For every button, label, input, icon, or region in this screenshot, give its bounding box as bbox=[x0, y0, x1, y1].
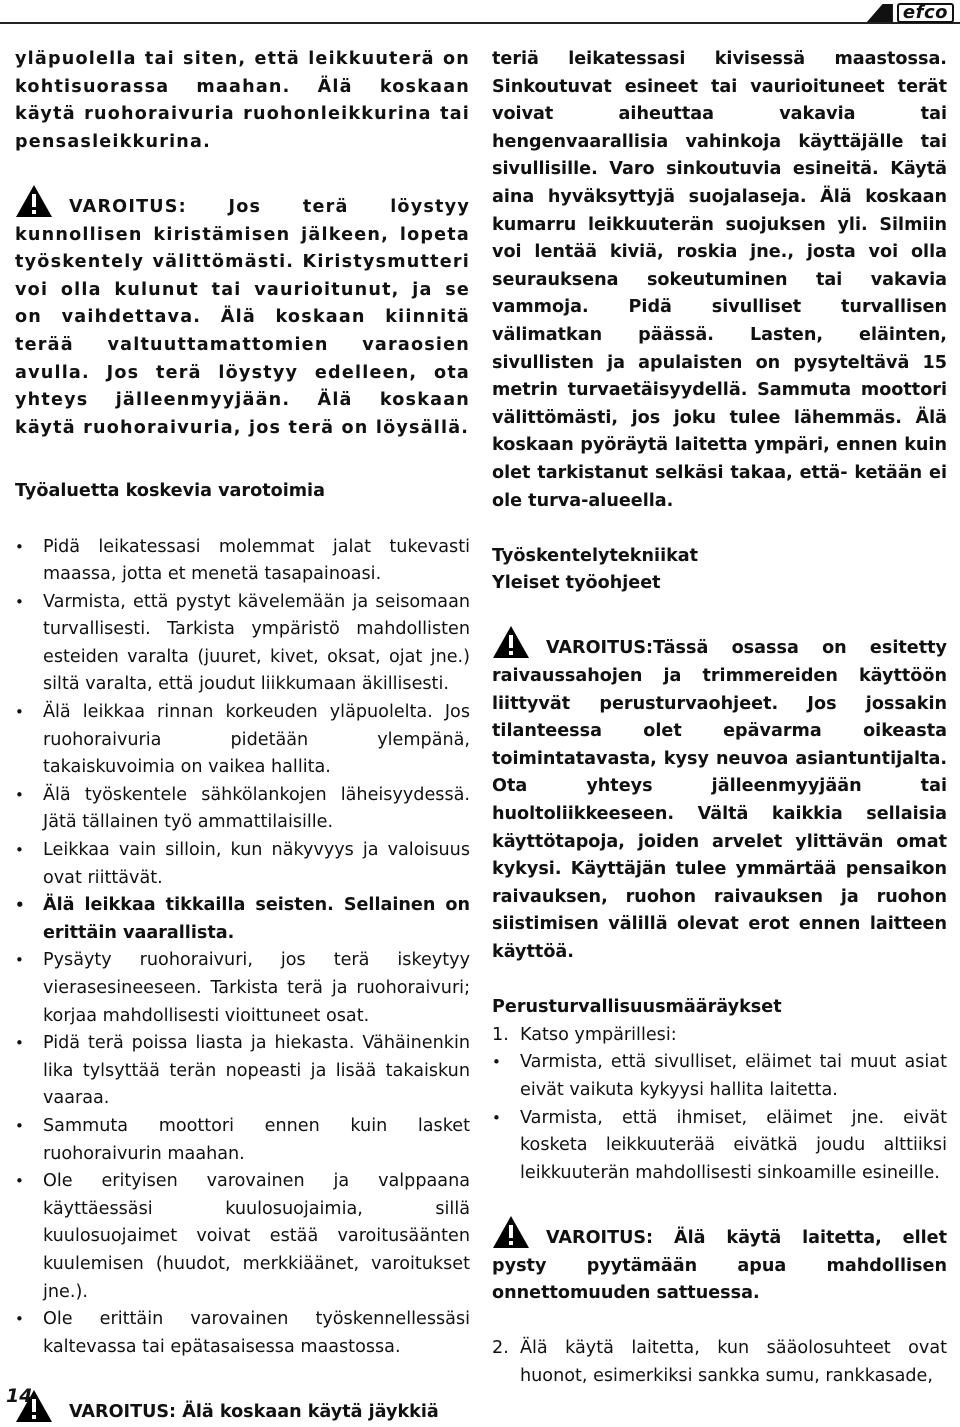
list-item: • Älä leikkaa tikkailla seisten. Sellainen on erittäin vaarallista. bbox=[15, 892, 470, 947]
list-item: • Pidä terä poissa liasta ja hiekasta. Vähäinenkin lika tylsyttää terän nopeasti ja lisää takaiskun vaaraa. bbox=[15, 1030, 470, 1113]
warning-rigid-blades bbox=[15, 1389, 470, 1427]
heading-general-instructions: Yleiset työohjeet bbox=[492, 573, 661, 594]
warning-triangle-icon bbox=[15, 184, 53, 218]
list-item: • Varmista, että pystyt kävelemään ja seisomaan turvallisesti. Tarkista ympäristö mahdollisten esteiden varalta (juuret, kivet, oksat, ojat jne.) siltä varalta, että joudut liikkumaan äkillisesti. bbox=[15, 589, 470, 699]
warning-loose-blade-text: VAROITUS: Jos terä löystyy kunnollisen kiristämisen jälkeen, lopeta työskentely välittömästi. Kiristysmutteri voi olla kulunut tai vaurioitunut, ja se on vaihdettava. Älä koskaan kiinnitä terää valtuuttamattomien varaosien avulla. Jos terä löystyy edelleen, ota yhteys jälleenmyyjään. Älä koskaan käytä ruohoraivuria, jos terä on löysällä. bbox=[15, 196, 470, 438]
warning-help-available-text: VAROITUS: Älä käytä laitetta, ellet pysty pyytämään apua mahdollisen onnettomuuden sattuessa. bbox=[492, 1227, 947, 1304]
brand-name: efco bbox=[897, 3, 954, 23]
item-text: Älä käytä laitetta, kun sääolosuhteet ovat huonot, esimerkiksi sankka sumu, rankkasade, bbox=[520, 1338, 947, 1386]
list-item: • Ole erityisen varovainen ja valppaana käyttäessäsi kuulosuojaimia, sillä kuulosuojaimet voivat estää varoitusäänten kuulemisen (huudot, merkkiäänet, varoitukset jne.). bbox=[15, 1168, 470, 1306]
right-intro: teriä leikatessasi kivisessä maastossa. Sinkoutuvat esineet tai vaurioituneet terät voivat aiheuttaa vakavia tai hengenvaarallisia vahinkoja käyttäjälle tai sivullisille. Varo sinkoutuvia esineitä. Käytä aina hyväksyttyjä suojalaseja. Älä koskaan kumarru leikkuuterän suojuksen yli. Silmiin voi lentää kiviä, roskia jne., josta voi olla seurauksena sokeutuminen tai vakavia vammoja. Pidä sivulliset turvallisen välimatkan päässä. Lasten, eläinten, sivullisten ja apulaisten on pysyteltävä 15 metrin turvaetäisyydellä. Sammuta moottori välittömästi, jos joku tulee lähemmäs. Älä koskaan pyöräytä laitetta ympäri, ennen kuin olet tarkistanut selkäsi takaa, että- ketään ei ole turva-alueella. bbox=[492, 49, 947, 511]
heading-work-techniques: Työskentelytekniikat bbox=[492, 545, 699, 566]
item-number: 2. bbox=[492, 1338, 509, 1359]
work-area-bullet-list bbox=[15, 534, 470, 1362]
item-number: 1. bbox=[492, 1024, 509, 1045]
list-item: • Pidä leikatessasi molemmat jalat tukevasti maassa, jotta et menetä tasapainoasi. bbox=[15, 534, 470, 589]
list-item: • Älä leikkaa rinnan korkeuden yläpuolelta. Jos ruohoraivuria pidetään ylempänä, takaiskuvoimia on vaikea hallita. bbox=[15, 699, 470, 782]
item-text: Katso ympärillesi: bbox=[520, 1024, 677, 1045]
numbered-item-2 bbox=[492, 1335, 947, 1390]
warning-triangle-icon bbox=[492, 1215, 530, 1249]
look-around-bullet-list bbox=[492, 1049, 947, 1187]
list-item: • Sammuta moottori ennen kuin lasket ruohoraivurin maahan. bbox=[15, 1113, 470, 1168]
heading-basic-safety-rules: Perusturvallisuusmääräykset bbox=[492, 997, 782, 1018]
left-column bbox=[15, 46, 470, 1427]
header-rule bbox=[0, 22, 960, 42]
warning-triangle-icon bbox=[492, 625, 530, 659]
section-title-work-area: Työaluetta koskevia varotoimia bbox=[15, 481, 325, 502]
warning-help-available bbox=[492, 1215, 947, 1308]
warning-loose-blade bbox=[15, 184, 470, 442]
list-item: • Älä työskentele sähkölankojen läheisyydessä. Jätä tällainen työ ammattilaisille. bbox=[15, 782, 470, 837]
warning-basic-safety-text: VAROITUS:Tässä osassa on esitetty raivaussahojen ja trimmereiden käyttöön liittyvät perusturvaohjeet. Jos jossakin tilanteessa olet epävarma oikeasta toimintatavasta, kysy neuvoa asiantuntijalta. Ota yhteys jälleenmyyjään tai huoltoliikkeeseen. Vältä kaikkia sellaisia käyttötapoja, joiden arvelet ylittävän omat kykysi. Käyttäjän tulee ymmärtää pensaikon raivauksen, ruohon raivauksen ja ruohon siistimisen välillä olevat erot ennen laitteen käyttöä. bbox=[492, 638, 947, 962]
list-item: • Ole erittäin varovainen työskennellessäsi kaltevassa tai epätasaisessa maastossa. bbox=[15, 1306, 470, 1361]
list-item: • Leikkaa vain silloin, kun näkyvyys ja valoisuus ovat riittävät. bbox=[15, 837, 470, 892]
right-column bbox=[492, 46, 947, 1391]
brand-logo bbox=[867, 2, 954, 24]
efco-logo-icon bbox=[867, 4, 893, 22]
list-item: • Varmista, että ihmiset, eläimet jne. eivät kosketa leikkuuterää eivätkä joudu alttiiksi leikkuuterän mahdollisesti sinkoamille esineille. bbox=[492, 1105, 947, 1188]
page-number: 14 bbox=[6, 1385, 33, 1407]
warning-rigid-blades-text: VAROITUS: Älä koskaan käytä jäykkiä bbox=[69, 1401, 439, 1422]
warning-basic-safety bbox=[492, 625, 947, 966]
list-item: • Pysäyty ruohoraivuri, jos terä iskeytyy vierasesineeseen. Tarkista terä ja ruohoraivuri; korjaa mahdollisesti vioittuneet osat. bbox=[15, 947, 470, 1030]
numbered-item-1 bbox=[492, 1022, 947, 1050]
list-item: • Varmista, että sivulliset, eläimet tai muut asiat eivät vaikuta kykyysi hallita laitetta. bbox=[492, 1049, 947, 1104]
left-intro: yläpuolella tai siten, että leikkuuterä on kohtisuorassa maahan. Älä koskaan käytä ruohoraivuria ruohonleikkurina tai pensasleikkurina. bbox=[15, 49, 470, 152]
